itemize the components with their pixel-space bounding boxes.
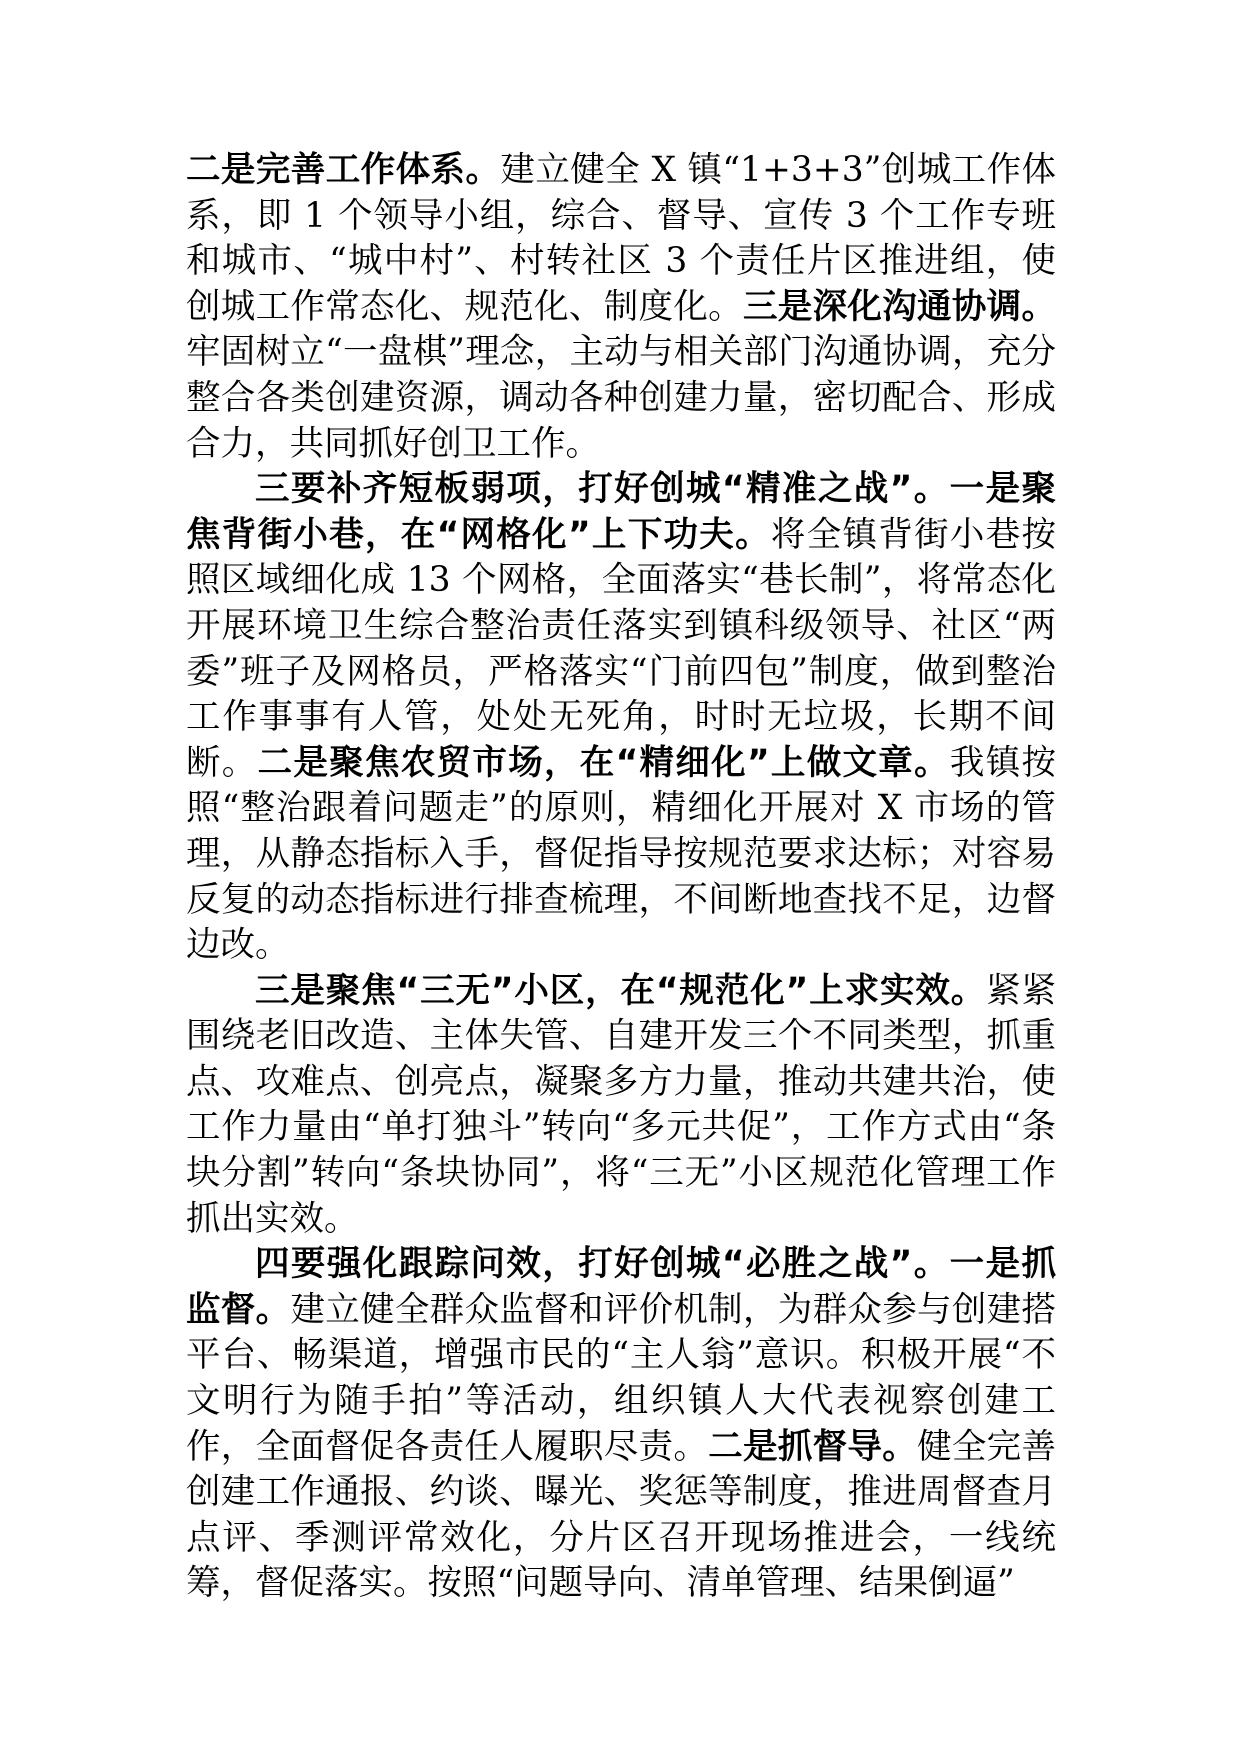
paragraph-1 xyxy=(186,148,1056,467)
paragraph-text: 建立健全群众监督和评价机制，为群众参与创建搭平台、畅渠道，增强市民的“主人翁”意识。积极开展“不文明行为随手拍”等活动，组织镇人大代表视察创建工作，全面督促各责任人履职尽责。 xyxy=(186,1289,1056,1467)
paragraph-text: 建立健全 X 镇“1+3+3”创城工作体系，即 1 个领导小组，综合、督导、宣传 3 个工作专班和城市、“城中村”、村转社区 3 个责任片区推进组，使创城工作常态化、规范化、制度化。 xyxy=(186,150,1057,327)
document-body xyxy=(186,148,1056,1607)
paragraph-text: 将全镇背街小巷按照区域细化成 13 个网格，全面落实“巷长制”，将常态化开展环境卫生综合整治责任落实到镇科级领导、社区“两委”班子及网格员，严格落实“门前四包”制度，做到整治工作事事有人管，处处无死角，时时无垃圾，长期不间断。 xyxy=(186,514,1056,783)
paragraph-4 xyxy=(186,1242,1056,1607)
paragraph-heading: 三要补齐短板弱项，打好创城“精准之战”。一是聚焦背街小巷，在“网格化”上下功夫。 xyxy=(186,469,1056,555)
paragraph-heading: 二是完善工作体系。 xyxy=(186,150,501,190)
paragraph-heading: 四要强化跟踪问效，打好创城“必胜之战”。一是抓监督。 xyxy=(186,1244,1056,1330)
paragraph-text: 我镇按照“整治跟着问题走”的原则，精细化开展对 X 市场的管理，从静态指标入手，督促指导按规范要求达标；对容易反复的动态指标进行排查梳理，不间断地查找不足，边督边改。 xyxy=(186,742,1057,966)
paragraph-3 xyxy=(186,969,1056,1243)
paragraph-heading: 三是聚焦“三无”小区，在“规范化”上求实效。 xyxy=(255,970,987,1011)
paragraph-heading: 三是深化沟通协调。 xyxy=(743,286,1056,327)
paragraph-2 xyxy=(186,467,1056,969)
paragraph-text: 健全完善创建工作通报、约谈、曝光、奖惩等制度，推进周督查月点评、季测评常效化，分片区召开现场推进会，一线统筹，督促落实。按照“问题导向、清单管理、结果倒逼” xyxy=(186,1426,1056,1604)
paragraph-heading: 二是聚焦农贸市场，在“精细化”上做文章。 xyxy=(257,742,950,783)
paragraph-text: 牢固树立“一盘棋”理念，主动与相关部门沟通协调，充分整合各类创建资源，调动各种创建力量，密切配合、形成合力，共同抓好创卫工作。 xyxy=(186,332,1056,464)
paragraph-heading: 二是抓督导。 xyxy=(708,1426,918,1467)
paragraph-text: 紧紧围绕老旧改造、主体失管、自建开发三个不同类型，抓重点、攻难点、创亮点，凝聚多方力量，推动共建共治，使工作力量由“单打独斗”转向“多元共促”，工作方式由“条块分割”转向“条块协同”，将“三无”小区规范化管理工作抓出实效。 xyxy=(186,970,1056,1239)
